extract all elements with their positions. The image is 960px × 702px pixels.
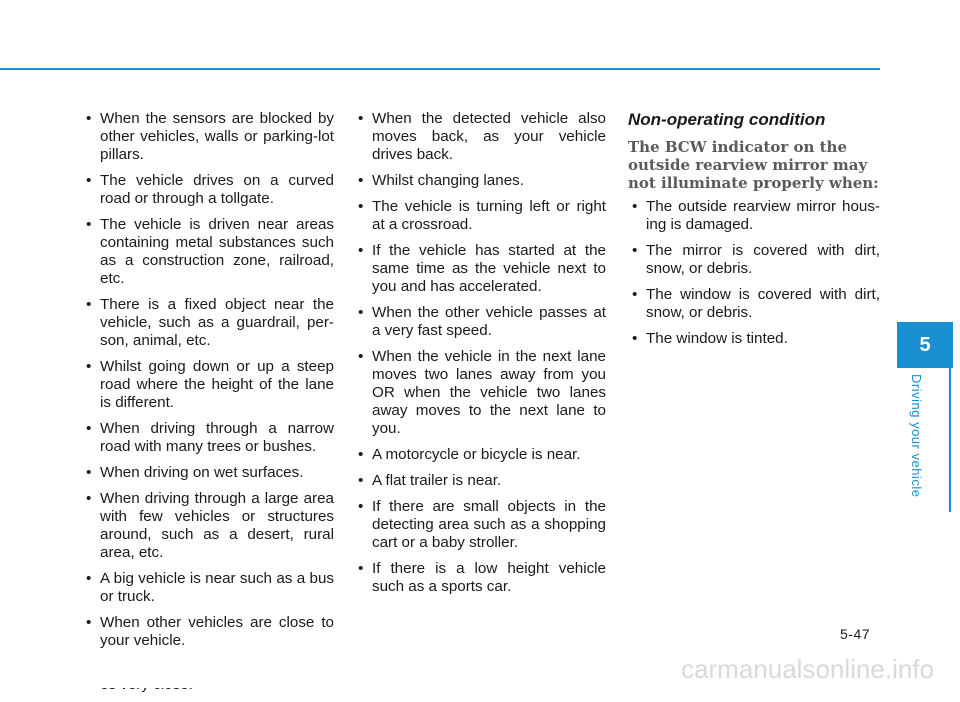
list-item: • The outside rearview mirror hous-ing is damaged. [628, 198, 880, 234]
list-item: • When driving through a narrow road with many trees or bushes. [82, 420, 334, 456]
list-item: • A flat trailer is near. [354, 472, 606, 490]
column-2 [354, 110, 606, 604]
header-rule [0, 68, 880, 70]
list-item: • If there is a low height vehicle such as a sports car. [354, 560, 606, 596]
list-item: • A motorcycle or bicycle is near. [354, 446, 606, 464]
bullet-list-3 [628, 198, 880, 348]
list-item: • When the detected vehicle also moves back, as your vehicle drives back. [354, 110, 606, 164]
bullet-list-1 [82, 110, 334, 694]
section-subtitle: The BCW indicator on the outside rearview mirror may not illuminate properly when: [628, 138, 879, 192]
list-item: • The vehicle drives on a curved road or through a tollgate. [82, 172, 334, 208]
list-item: • When the vehicle in the next lane moves two lanes away from you OR when the vehicle two lanes away moves to the next lane to you. [354, 348, 606, 438]
column-1 [82, 110, 334, 702]
list-item: • The vehicle is turning left or right at a crossroad. [354, 198, 606, 234]
column-3 [628, 110, 880, 356]
list-item: • The window is tinted. [628, 330, 880, 348]
list-item: • Whilst changing lanes. [354, 172, 606, 190]
list-item: • There is a fixed object near the vehicle, such as a guardrail, per-son, animal, etc. [82, 296, 334, 350]
page-number: 5-47 [840, 626, 871, 642]
list-item: • A big vehicle is near such as a bus or truck. [82, 570, 334, 606]
list-item: • The vehicle is driven near areas containing metal substances such as a construction zone, railroad, etc. [82, 216, 334, 288]
chapter-side-rule [949, 322, 951, 512]
bullet-list-2 [354, 110, 606, 596]
chapter-label: Driving your vehicle [909, 374, 924, 498]
list-item: • If there are small objects in the detecting area such as a shopping cart or a baby stroller. [354, 498, 606, 552]
list-item: • When the sensors are blocked by other vehicles, walls or parking-lot pillars. [82, 110, 334, 164]
list-item: • When the other vehicle passes at a very fast speed. [354, 304, 606, 340]
list-item: • If the vehicle has started at the same time as the vehicle next to you and has accelerated. [354, 242, 606, 296]
watermark: carmanualsonline.info [0, 650, 960, 688]
section-title: Non-operating condition [628, 110, 826, 129]
list-item: • The mirror is covered with dirt, snow, or debris. [628, 242, 880, 278]
chapter-tab: 5 [897, 322, 953, 368]
list-item: • When other vehicles are close to your vehicle. [82, 614, 334, 650]
list-item: • Whilst going down or up a steep road where the height of the lane is different. [82, 358, 334, 412]
list-item: • The window is covered with dirt, snow, or debris. [628, 286, 880, 322]
list-item: • When driving on wet surfaces. [82, 464, 334, 482]
list-item: • When driving through a large area with few vehicles or structures around, such as a desert, rural area, etc. [82, 490, 334, 562]
